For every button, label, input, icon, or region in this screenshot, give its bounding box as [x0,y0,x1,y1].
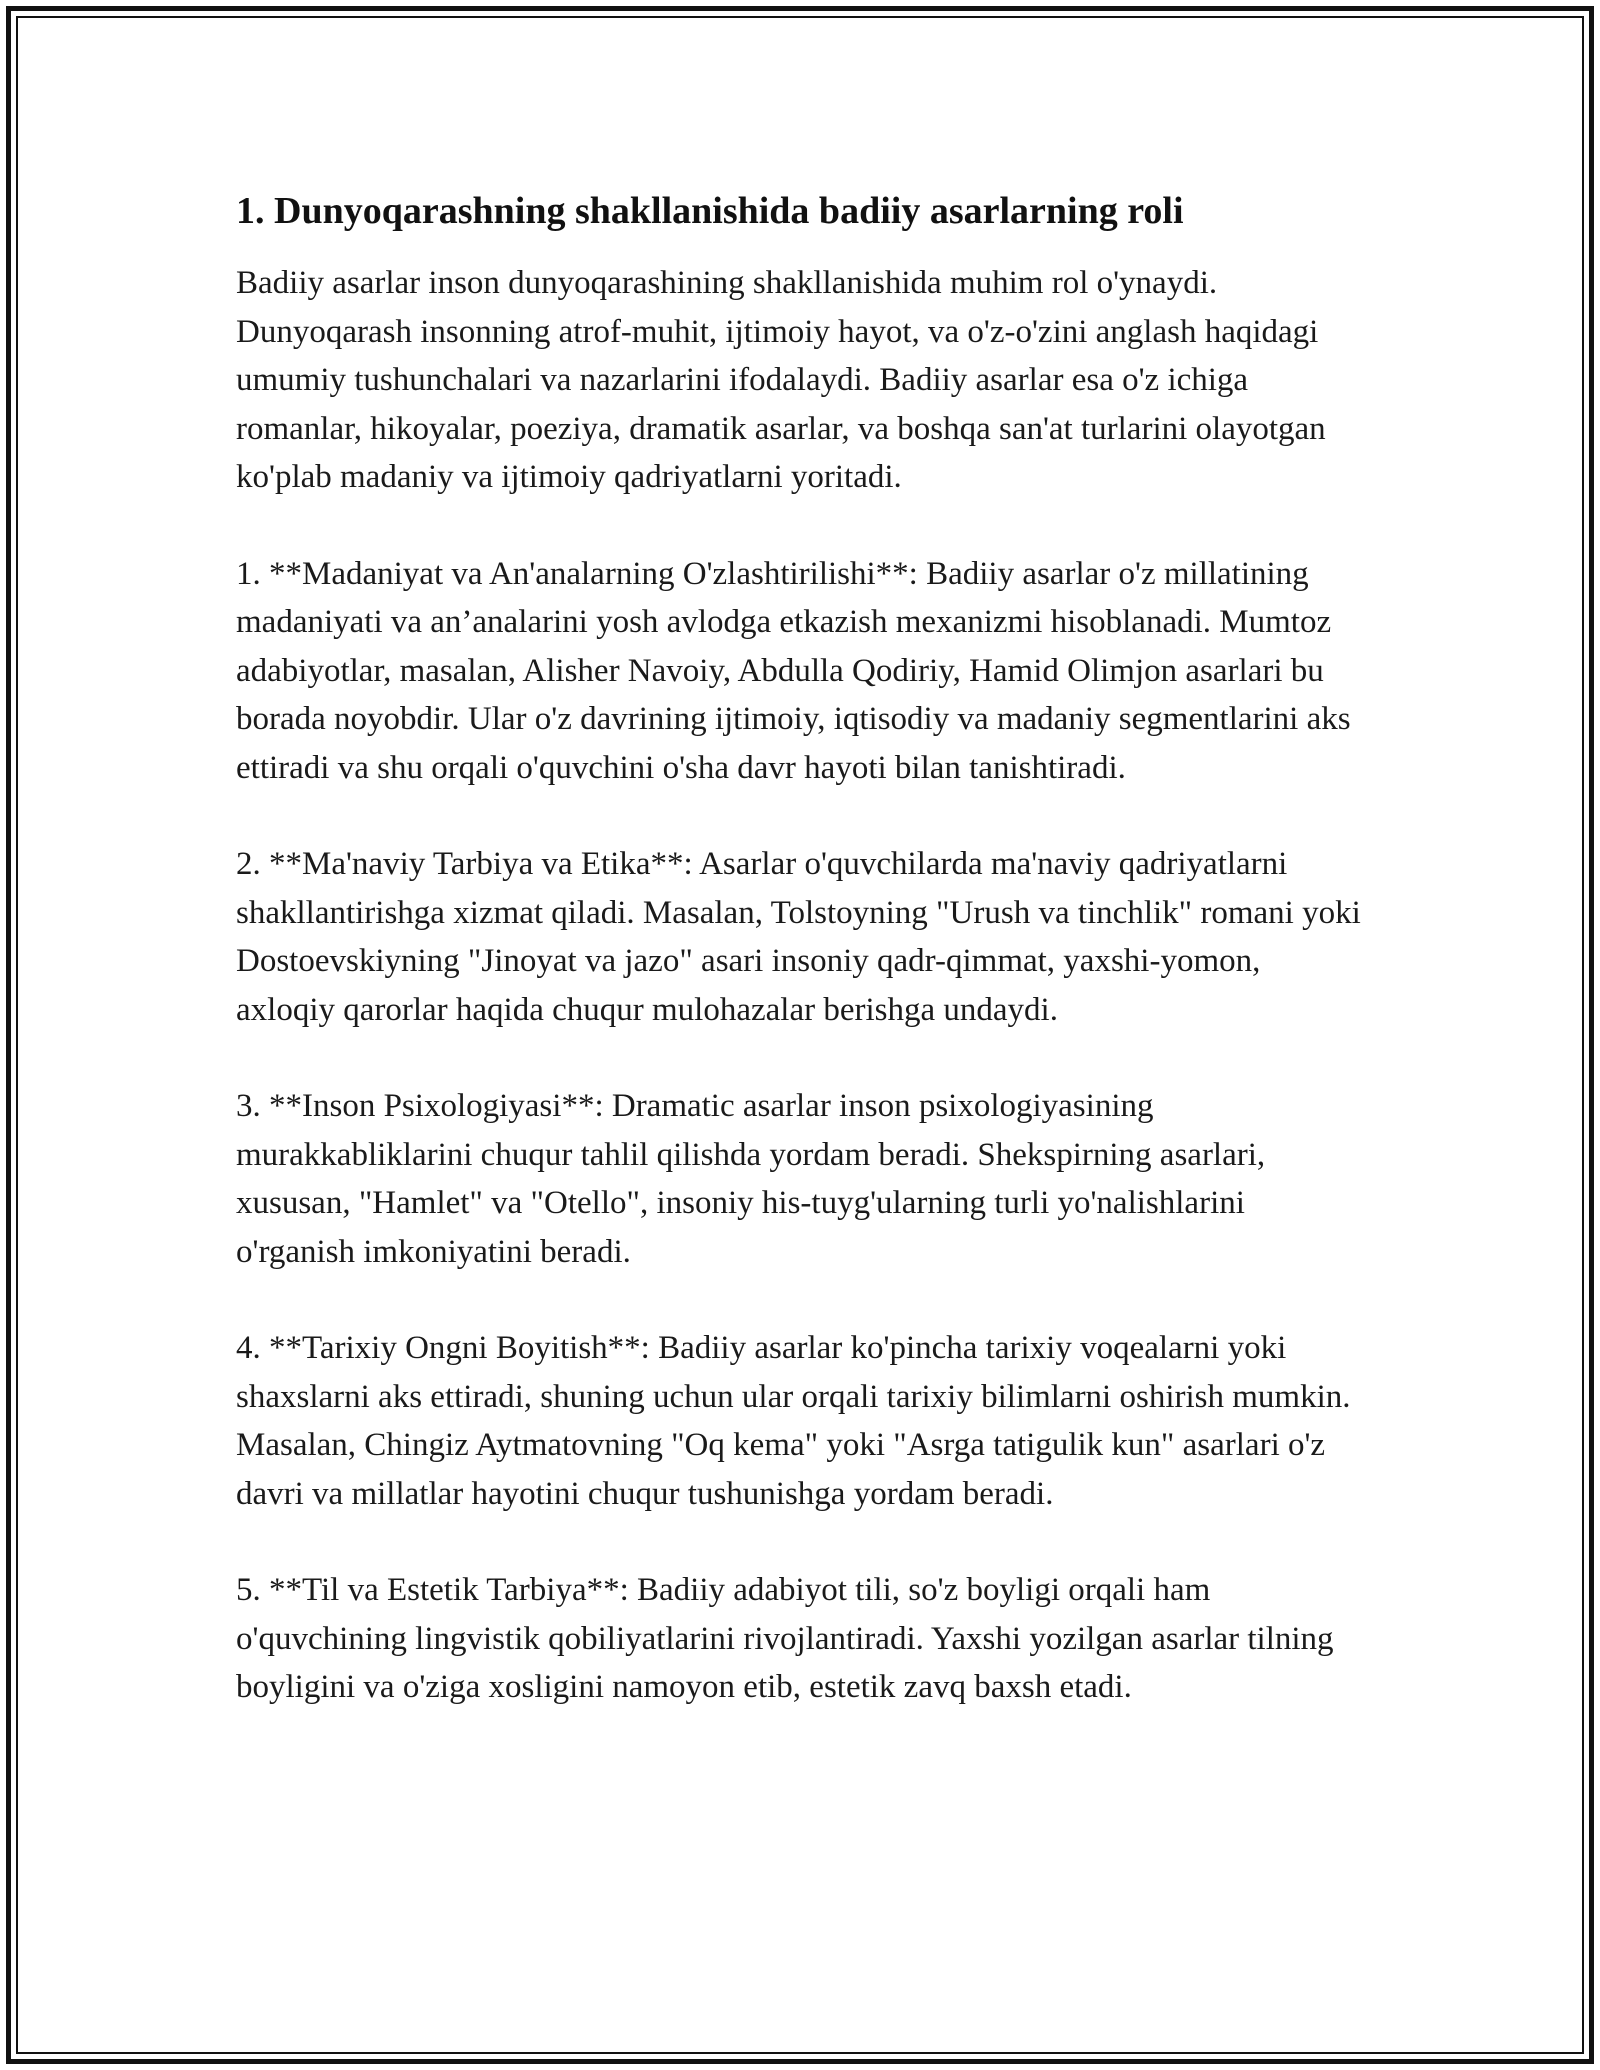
point-3-paragraph: 3. **Inson Psixologiyasi**: Dramatic asarlar inson psixologiyasining murakkabliklarini chuqur tahlil qilishda yordam beradi. Shekspirning asarlari, xususan, "Hamlet" va "Otello", insoniy his-tuyg'ularning turli yo'nalishlarini o'rganish imkoniyatini beradi. [236,1088,1266,1270]
point-1-paragraph: 1. **Madaniyat va An'analarning O'zlashtirilishi**: Badiiy asarlar o'z millatining madaniyati va an’analarini yosh avlodga etkazish mexanizmi hisoblanadi. Mumtoz adabiyotlar, masalan, Alisher Navoiy, Abdulla Qodiriy, Hamid Olimjon asarlari bu borada noyobdir. Ular o'z davrining ijtimoiy, iqtisodiy va madaniy segmentlarini aks ettiradi va shu orqali o'quvchini o'sha davr hayoti bilan tanishtiradi. [236,555,1351,786]
intro-paragraph: Badiiy asarlar inson dunyoqarashining shakllanishida muhim rol o'ynaydi. Dunyoqarash insonning atrof-muhit, ijtimoiy hayot, va o'z-o'zini anglash haqidagi umumiy tushunchalari va nazarlarini ifodalaydi. Badiiy asarlar esa o'z ichiga romanlar, hikoyalar, poeziya, dramatik asarlar, va boshqa san'at turlarini olayotgan ko'plab madaniy va ijtimoiy qadriyatlarni yoritadi. [236,265,1326,495]
point-2-paragraph: 2. **Ma'naviy Tarbiya va Etika**: Asarlar o'quvchilarda ma'naviy qadriyatlarni shakllantirishga xizmat qiladi. Masalan, Tolstoyning "Urush va tinchlik" romani yoki Dostoevskiyning "Jinoyat va jazo" asari insoniy qadr-qimmat, yaxshi-yomon, axloqiy qarorlar haqida chuqur mulohazalar berishga undaydi. [236,846,1361,1028]
document-body [236,185,1366,1760]
point-4-paragraph: 4. **Tarixiy Ongni Boyitish**: Badiiy asarlar ko'pincha tarixiy voqealarni yoki shaxslarni aks ettiradi, shuning uchun ular orqali tarixiy bilimlarni oshirish mumkin. Masalan, Chingiz Aytmatovning "Oq kema" yoki "Asrga tatigulik kun" asarlari o'z davri va millatlar hayotini chuqur tushunishga yordam beradi. [236,1330,1351,1512]
point-5-paragraph: 5. **Til va Estetik Tarbiya**: Badiiy adabiyot tili, so'z boyligi orqali ham o'quvchining lingvistik qobiliyatlarini rivojlantiradi. Yaxshi yozilgan asarlar tilning boyligini va o'ziga xosligini namoyon etib, estetik zavq baxsh etadi. [236,1572,1334,1705]
section-heading: 1. Dunyoqarashning shakllanishida badiiy asarlarning roli [236,190,1184,232]
